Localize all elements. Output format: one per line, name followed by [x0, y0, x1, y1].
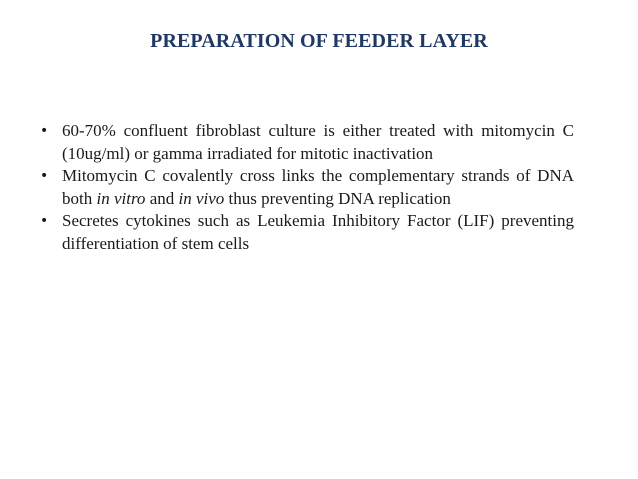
bullet-text-part: thus preventing DNA replication	[224, 188, 451, 208]
slide-title: PREPARATION OF FEEDER LAYER	[150, 30, 488, 52]
italic-term: in vivo	[178, 188, 225, 208]
bullet-icon: •	[40, 168, 49, 184]
bullet-text	[62, 166, 574, 208]
bullet-item	[40, 165, 574, 210]
bullet-item	[40, 120, 574, 165]
bullet-text-part: and	[145, 188, 179, 208]
bullet-text: Secretes cytokines such as Leukemia Inhibitory Factor (LIF) preventing differentiation of stem cells	[62, 211, 574, 253]
bullet-text-part: Mitomycin C covalently cross links the complementary strands of DNA both	[62, 166, 574, 208]
bullet-text: 60-70% confluent fibroblast culture is either treated with mitomycin C (10ug/ml) or gamma irradiated for mitotic inactivation	[62, 121, 574, 163]
bullet-item	[40, 210, 574, 255]
bullet-icon: •	[40, 213, 49, 229]
bullet-list	[40, 120, 574, 255]
bullet-icon: •	[40, 123, 49, 139]
italic-term: in vitro	[96, 188, 146, 208]
